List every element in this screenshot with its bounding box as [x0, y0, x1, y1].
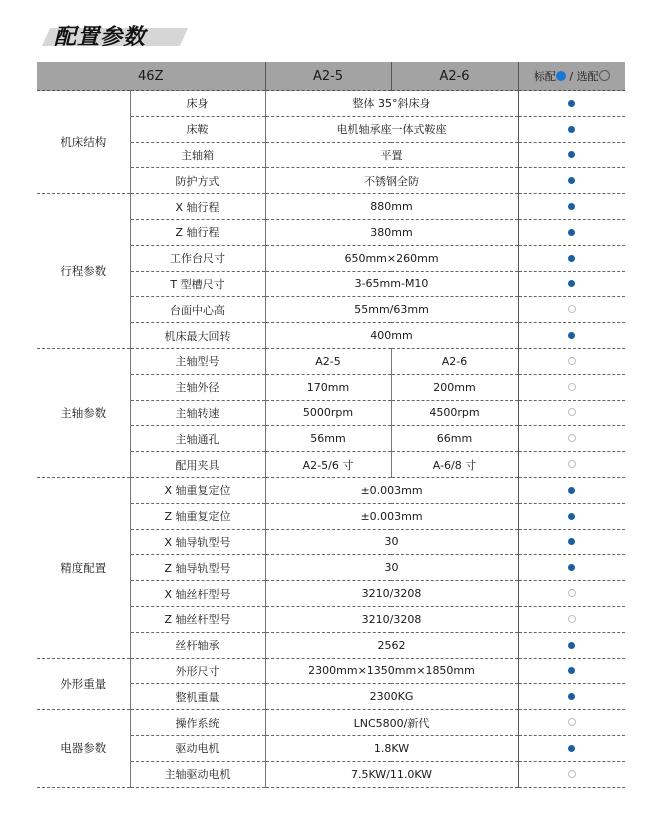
- category-cell: 行程参数: [37, 194, 130, 349]
- category-cell: 机床结构: [37, 91, 130, 194]
- value-a-cell: A2-5: [265, 348, 391, 374]
- value-cell: 650mm×260mm: [265, 245, 518, 271]
- category-cell: 主轴参数: [37, 348, 130, 477]
- filled-dot-icon: [568, 487, 575, 494]
- item-cell: X 轴导轨型号: [130, 529, 265, 555]
- value-b-cell: A2-6: [391, 348, 518, 374]
- item-cell: Z 轴导轨型号: [130, 555, 265, 581]
- spec-table: [37, 62, 625, 788]
- value-b-cell: 66mm: [391, 426, 518, 452]
- item-cell: 主轴转速: [130, 400, 265, 426]
- filled-dot-icon: [568, 151, 575, 158]
- empty-circle-icon: [568, 770, 576, 778]
- empty-circle-icon: [568, 460, 576, 468]
- filled-dot-icon: [568, 745, 575, 752]
- value-cell: 平置: [265, 142, 518, 168]
- empty-circle-icon: [568, 589, 576, 597]
- section-title: [40, 22, 190, 48]
- value-cell: ±0.003mm: [265, 477, 518, 503]
- value-cell: LNC5800/新代: [265, 710, 518, 736]
- std-cell: [518, 323, 625, 349]
- filled-dot-icon: [568, 564, 575, 571]
- std-cell: [518, 710, 625, 736]
- value-cell: 55mm/63mm: [265, 297, 518, 323]
- std-cell: [518, 168, 625, 194]
- item-cell: 外形尺寸: [130, 658, 265, 684]
- value-cell: 380mm: [265, 219, 518, 245]
- category-cell: 外形重量: [37, 658, 130, 710]
- item-cell: X 轴重复定位: [130, 477, 265, 503]
- std-cell: [518, 194, 625, 220]
- empty-circle-icon: [568, 305, 576, 313]
- category-cell: 电器参数: [37, 710, 130, 787]
- item-cell: Z 轴丝杆型号: [130, 606, 265, 632]
- value-cell: 3-65mm-M10: [265, 271, 518, 297]
- std-cell: [518, 245, 625, 271]
- value-cell: 880mm: [265, 194, 518, 220]
- std-cell: [518, 555, 625, 581]
- std-cell: [518, 658, 625, 684]
- item-cell: 床鞍: [130, 116, 265, 142]
- std-cell: [518, 271, 625, 297]
- item-cell: 主轴通孔: [130, 426, 265, 452]
- header-variant-b: A2-6: [391, 62, 518, 91]
- table-row: [37, 348, 625, 374]
- std-cell: [518, 606, 625, 632]
- empty-circle-icon: [568, 615, 576, 623]
- title-text: 配置参数: [54, 25, 147, 50]
- value-cell: ±0.003mm: [265, 503, 518, 529]
- filled-dot-icon: [568, 126, 575, 133]
- legend-standard-label: 标配: [533, 70, 556, 83]
- table-row: [37, 194, 625, 220]
- item-cell: 丝杆轴承: [130, 632, 265, 658]
- header-legend: [518, 62, 625, 91]
- filled-dot-icon: [568, 332, 575, 339]
- filled-dot-icon: [568, 280, 575, 287]
- header-row: [37, 62, 625, 91]
- value-cell: 2300mm×1350mm×1850mm: [265, 658, 518, 684]
- std-cell: [518, 426, 625, 452]
- std-cell: [518, 684, 625, 710]
- item-cell: 配用夹具: [130, 452, 265, 478]
- empty-circle-icon: [568, 357, 576, 365]
- table-row: [37, 710, 625, 736]
- filled-dot-icon: [568, 513, 575, 520]
- item-cell: X 轴丝杆型号: [130, 581, 265, 607]
- item-cell: Z 轴重复定位: [130, 503, 265, 529]
- value-cell: 3210/3208: [265, 581, 518, 607]
- item-cell: 机床最大回转: [130, 323, 265, 349]
- filled-dot-icon: [568, 203, 575, 210]
- value-b-cell: 4500rpm: [391, 400, 518, 426]
- item-cell: Z 轴行程: [130, 219, 265, 245]
- filled-dot-icon: [568, 100, 575, 107]
- std-cell: [518, 735, 625, 761]
- table-row: [37, 477, 625, 503]
- value-cell: 整体 35°斜床身: [265, 91, 518, 117]
- std-cell: [518, 529, 625, 555]
- value-cell: 30: [265, 529, 518, 555]
- value-cell: 1.8KW: [265, 735, 518, 761]
- value-a-cell: A2-5/6 寸: [265, 452, 391, 478]
- item-cell: 工作台尺寸: [130, 245, 265, 271]
- item-cell: 主轴型号: [130, 348, 265, 374]
- empty-circle-icon: [599, 70, 610, 81]
- std-cell: [518, 116, 625, 142]
- empty-circle-icon: [568, 718, 576, 726]
- value-cell: 电机轴承座一体式鞍座: [265, 116, 518, 142]
- item-cell: 台面中心高: [130, 297, 265, 323]
- filled-dot-icon: [568, 667, 575, 674]
- item-cell: 主轴驱动电机: [130, 761, 265, 787]
- std-cell: [518, 761, 625, 787]
- legend-optional-label: 选配: [576, 70, 599, 83]
- value-a-cell: 56mm: [265, 426, 391, 452]
- empty-circle-icon: [568, 434, 576, 442]
- item-cell: 主轴箱: [130, 142, 265, 168]
- header-variant-a: A2-5: [265, 62, 391, 91]
- legend-separator: /: [565, 70, 577, 83]
- filled-dot-icon: [568, 177, 575, 184]
- std-cell: [518, 348, 625, 374]
- filled-dot-icon: [568, 255, 575, 262]
- table-row: [37, 91, 625, 117]
- std-cell: [518, 374, 625, 400]
- empty-circle-icon: [568, 383, 576, 391]
- category-cell: 精度配置: [37, 477, 130, 658]
- std-cell: [518, 297, 625, 323]
- item-cell: 防护方式: [130, 168, 265, 194]
- value-cell: 不锈钢全防: [265, 168, 518, 194]
- item-cell: X 轴行程: [130, 194, 265, 220]
- item-cell: 主轴外径: [130, 374, 265, 400]
- std-cell: [518, 503, 625, 529]
- value-cell: 30: [265, 555, 518, 581]
- std-cell: [518, 142, 625, 168]
- std-cell: [518, 219, 625, 245]
- filled-dot-icon: [568, 538, 575, 545]
- item-cell: 驱动电机: [130, 735, 265, 761]
- filled-dot-icon: [568, 229, 575, 236]
- filled-dot-icon: [568, 693, 575, 700]
- item-cell: 床身: [130, 91, 265, 117]
- item-cell: T 型槽尺寸: [130, 271, 265, 297]
- std-cell: [518, 400, 625, 426]
- value-cell: 2562: [265, 632, 518, 658]
- table-row: [37, 658, 625, 684]
- filled-dot-icon: [556, 71, 566, 81]
- std-cell: [518, 91, 625, 117]
- std-cell: [518, 581, 625, 607]
- value-cell: 7.5KW/11.0KW: [265, 761, 518, 787]
- value-a-cell: 170mm: [265, 374, 391, 400]
- std-cell: [518, 632, 625, 658]
- empty-circle-icon: [568, 408, 576, 416]
- value-cell: 2300KG: [265, 684, 518, 710]
- item-cell: 整机重量: [130, 684, 265, 710]
- value-b-cell: 200mm: [391, 374, 518, 400]
- value-b-cell: A-6/8 寸: [391, 452, 518, 478]
- std-cell: [518, 477, 625, 503]
- std-cell: [518, 452, 625, 478]
- header-model: 46Z: [37, 62, 265, 91]
- item-cell: 操作系统: [130, 710, 265, 736]
- value-cell: 3210/3208: [265, 606, 518, 632]
- value-a-cell: 5000rpm: [265, 400, 391, 426]
- filled-dot-icon: [568, 642, 575, 649]
- value-cell: 400mm: [265, 323, 518, 349]
